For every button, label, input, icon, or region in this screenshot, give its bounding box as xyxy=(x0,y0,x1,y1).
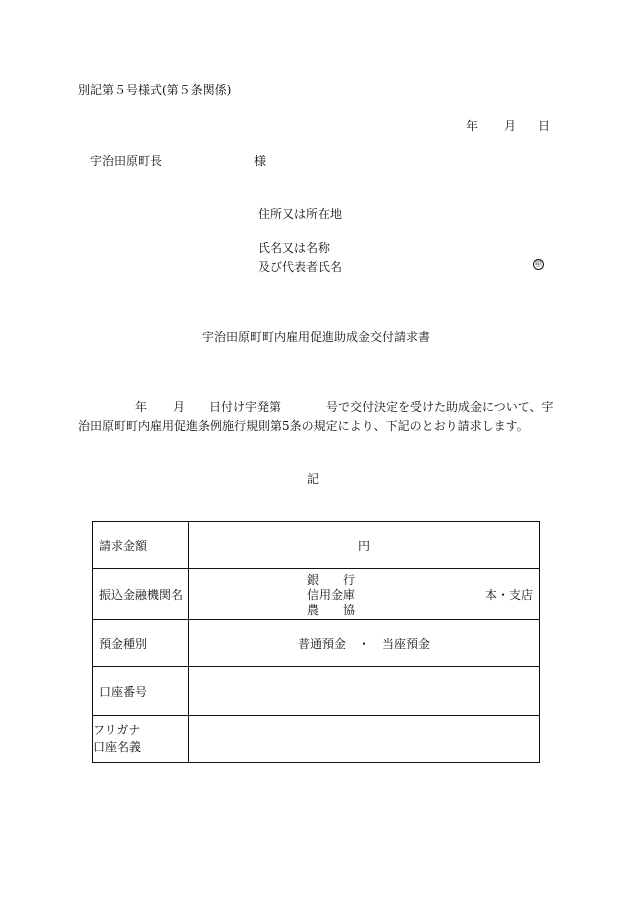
body-year: 年 xyxy=(135,400,148,414)
date-year: 年 xyxy=(466,119,479,133)
body-month: 月 xyxy=(173,400,186,414)
bank-field[interactable] xyxy=(189,569,540,620)
body-line-2: 治田原町町内雇用促進条例施行規則第5条の規定により、下記のとおり請求します。 xyxy=(78,419,529,433)
ki-label: 記 xyxy=(307,472,320,486)
amount-field[interactable] xyxy=(189,522,540,569)
bank-type-bank: 銀 行 xyxy=(307,573,356,587)
account-holder-label: 口座名義 xyxy=(93,740,142,754)
body-number-suffix: 号で交付決定を受けた助成金について、宇 xyxy=(326,400,554,414)
table-row xyxy=(93,667,540,716)
name-label: 氏名又は名称 xyxy=(258,241,331,255)
form-number: 別記第５号様式(第５条関係) xyxy=(78,83,232,97)
account-holder-label-cell xyxy=(93,716,189,763)
account-holder-field[interactable] xyxy=(189,716,540,763)
table-row xyxy=(93,620,540,667)
account-number-field[interactable] xyxy=(189,667,540,716)
deposit-options: 普通預金 ・ 当座預金 xyxy=(297,636,430,651)
details-table xyxy=(92,521,540,763)
date-day: 日 xyxy=(538,119,551,133)
furigana-label: フリガナ xyxy=(93,723,141,737)
seal-icon: ㊞ xyxy=(535,260,542,268)
deposit-type-field[interactable] xyxy=(189,620,540,667)
address-label: 住所又は所在地 xyxy=(258,207,343,221)
account-number-label: 口座番号 xyxy=(93,667,189,716)
date-line xyxy=(466,120,550,132)
addressee: 宇治田原町長 xyxy=(90,154,163,168)
amount-label: 請求金額 xyxy=(93,522,189,569)
bank-type-credit-union: 信用金庫 xyxy=(307,588,356,602)
document-title: 宇治田原町町内雇用促進助成金交付請求書 xyxy=(202,330,431,344)
branch-label: 本・支店 xyxy=(484,588,533,602)
addressee-honorific: 様 xyxy=(254,154,267,168)
date-month: 月 xyxy=(504,119,517,133)
bank-label: 振込金融機関名 xyxy=(93,569,189,620)
deposit-type-label: 預金種別 xyxy=(93,620,189,667)
bank-type-agri-coop: 農 協 xyxy=(307,603,356,617)
amount-unit: 円 xyxy=(357,538,370,553)
table-row xyxy=(93,522,540,569)
representative-label: 及び代表者氏名 xyxy=(258,260,343,274)
body-dated: 日付け宇発第 xyxy=(209,400,282,414)
table-row xyxy=(93,569,540,620)
table-row xyxy=(93,716,540,763)
